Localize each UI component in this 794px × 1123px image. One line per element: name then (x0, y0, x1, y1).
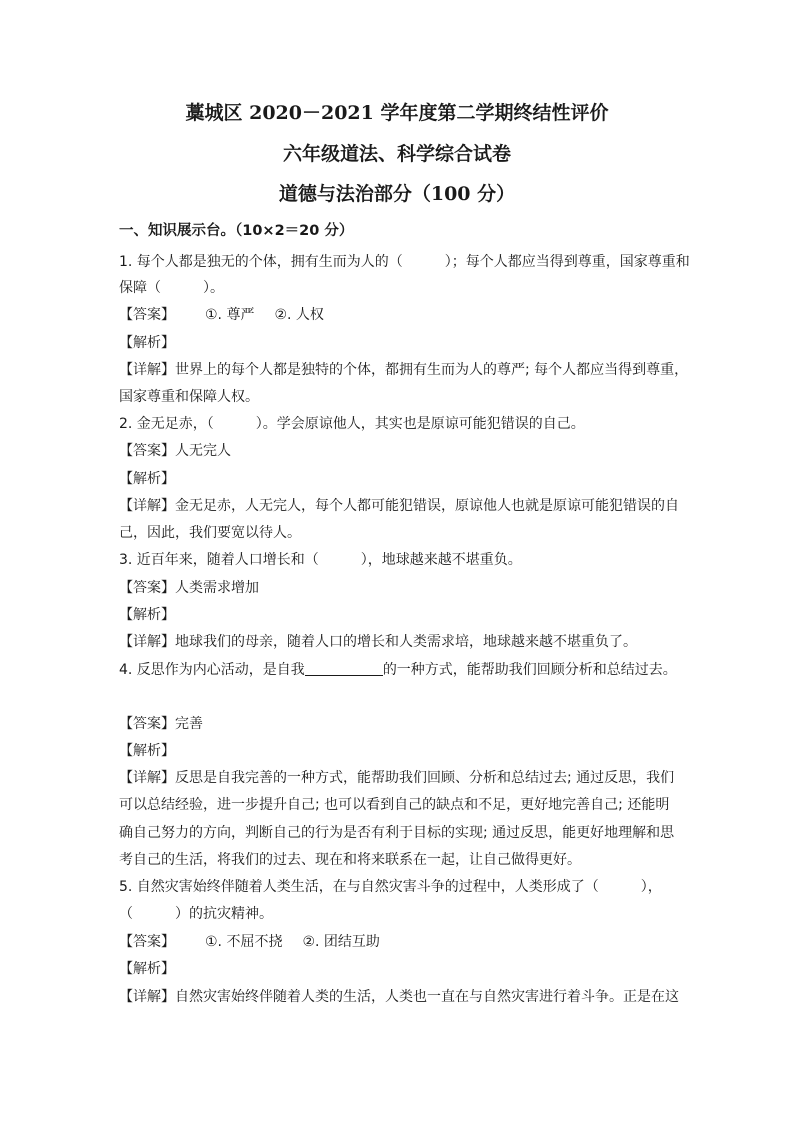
answer-4-row (119, 715, 203, 733)
answer-2-row (119, 442, 231, 460)
detail-3 (119, 633, 637, 651)
answer-tag: 【答案】 (119, 580, 175, 596)
question-4-text-before: 4. 反思作为内心活动，是自我 (119, 662, 305, 678)
answer-tag: 【答案】 (119, 307, 175, 323)
question-1-text: 1. 每个人都是独无的个体，拥有生而为人的（ ）；每个人都应当得到尊重，国家尊重和 (119, 254, 690, 270)
answer-5-option-2: ②. 团结互助 (302, 934, 380, 950)
question-4-text-after: 的一种方式，能帮助我们回顾分析和总结过去。 (382, 662, 677, 678)
detail-4-text: 反思是自我完善的一种方式，能帮助我们回顾、分析和总结过去; 通过反思，我们 (175, 770, 675, 786)
detail-4-cont-2: 确自己努力的方向，判断自己的行为是否有利于目标的实现; 通过反思，能更好地理解和思 (119, 825, 675, 841)
answer-5-option-1: ①. 不屈不挠 (205, 934, 283, 950)
question-1-text-cont: 保障（ ）。 (119, 280, 224, 296)
analysis-3 (119, 606, 175, 624)
answer-1-option-2: ②. 人权 (274, 307, 324, 323)
answer-5-row (119, 933, 380, 951)
detail-1-cont: 国家尊重和保障人权。 (119, 389, 259, 405)
analysis-tag: 【解析】 (119, 471, 175, 487)
analysis-2 (119, 470, 175, 488)
question-2-text: 2. 金无足赤，（ ）。学会原谅他人，其实也是原谅可能犯错误的自己。 (119, 416, 585, 432)
detail-1 (119, 361, 688, 379)
section-heading: 一、知识展示台。（10×2＝20 分） (119, 223, 354, 239)
answer-tag: 【答案】 (119, 443, 175, 459)
answer-2-value: 人无完人 (175, 443, 231, 459)
exam-title: 藁城区 2020－2021 学年度第二学期终结性评价 (185, 102, 609, 124)
detail-tag: 【详解】 (119, 498, 175, 514)
analysis-5 (119, 960, 175, 978)
detail-2-cont: 己，因此，我们要宽以待人。 (119, 525, 301, 541)
analysis-1 (119, 334, 175, 352)
analysis-tag: 【解析】 (119, 607, 175, 623)
part-title: 道德与法治部分（100 分） (278, 183, 516, 205)
analysis-4 (119, 742, 175, 760)
detail-4 (119, 769, 674, 787)
question-4-text (119, 661, 677, 679)
detail-5-text: 自然灾害始终伴随着人类的生活，人类也一直在与自然灾害进行着斗争。正是在这 (175, 989, 679, 1005)
detail-3-text: 地球我们的母亲，随着人口的增长和人类需求培，地球越来越不堪重负了。 (175, 634, 637, 650)
detail-tag: 【详解】 (119, 989, 175, 1005)
detail-tag: 【详解】 (119, 634, 175, 650)
detail-tag: 【详解】 (119, 362, 175, 378)
answer-1-option-1: ①. 尊严 (205, 307, 255, 323)
question-5-text-cont: （ ）的抗灾精神。 (119, 906, 273, 922)
answer-1-row (119, 306, 324, 324)
fill-blank (305, 661, 383, 676)
answer-3-value: 人类需求增加 (175, 580, 259, 596)
question-3-text: 3. 近百年来，随着人口增长和（ ），地球越来越不堪重负。 (119, 552, 522, 568)
question-5-text: 5. 自然灾害始终伴随着人类生活，在与自然灾害斗争的过程中，人类形成了（ ）， (119, 879, 662, 895)
detail-tag: 【详解】 (119, 770, 175, 786)
answer-tag: 【答案】 (119, 716, 175, 732)
analysis-tag: 【解析】 (119, 961, 175, 977)
detail-4-cont-1: 可以总结经验，进一步提升自己; 也可以看到自己的缺点和不足，更好地完善自己; 还能明 (119, 797, 670, 813)
detail-2 (119, 497, 679, 515)
analysis-tag: 【解析】 (119, 743, 175, 759)
analysis-tag: 【解析】 (119, 335, 175, 351)
detail-2-text: 金无足赤，人无完人，每个人都可能犯错误，原谅他人也就是原谅可能犯错误的自 (175, 498, 679, 514)
detail-1-text: 世界上的每个人都是独特的个体，都拥有生而为人的尊严; 每个人都应当得到尊重， (175, 362, 689, 378)
answer-4-value: 完善 (175, 716, 203, 732)
detail-5 (119, 988, 679, 1006)
answer-tag: 【答案】 (119, 934, 175, 950)
detail-4-cont-3: 考自己的生活，将我们的过去、现在和将来联系在一起，让自己做得更好。 (119, 852, 581, 868)
exam-subtitle: 六年级道法、科学综合试卷 (282, 143, 511, 165)
answer-3-row (119, 579, 259, 597)
